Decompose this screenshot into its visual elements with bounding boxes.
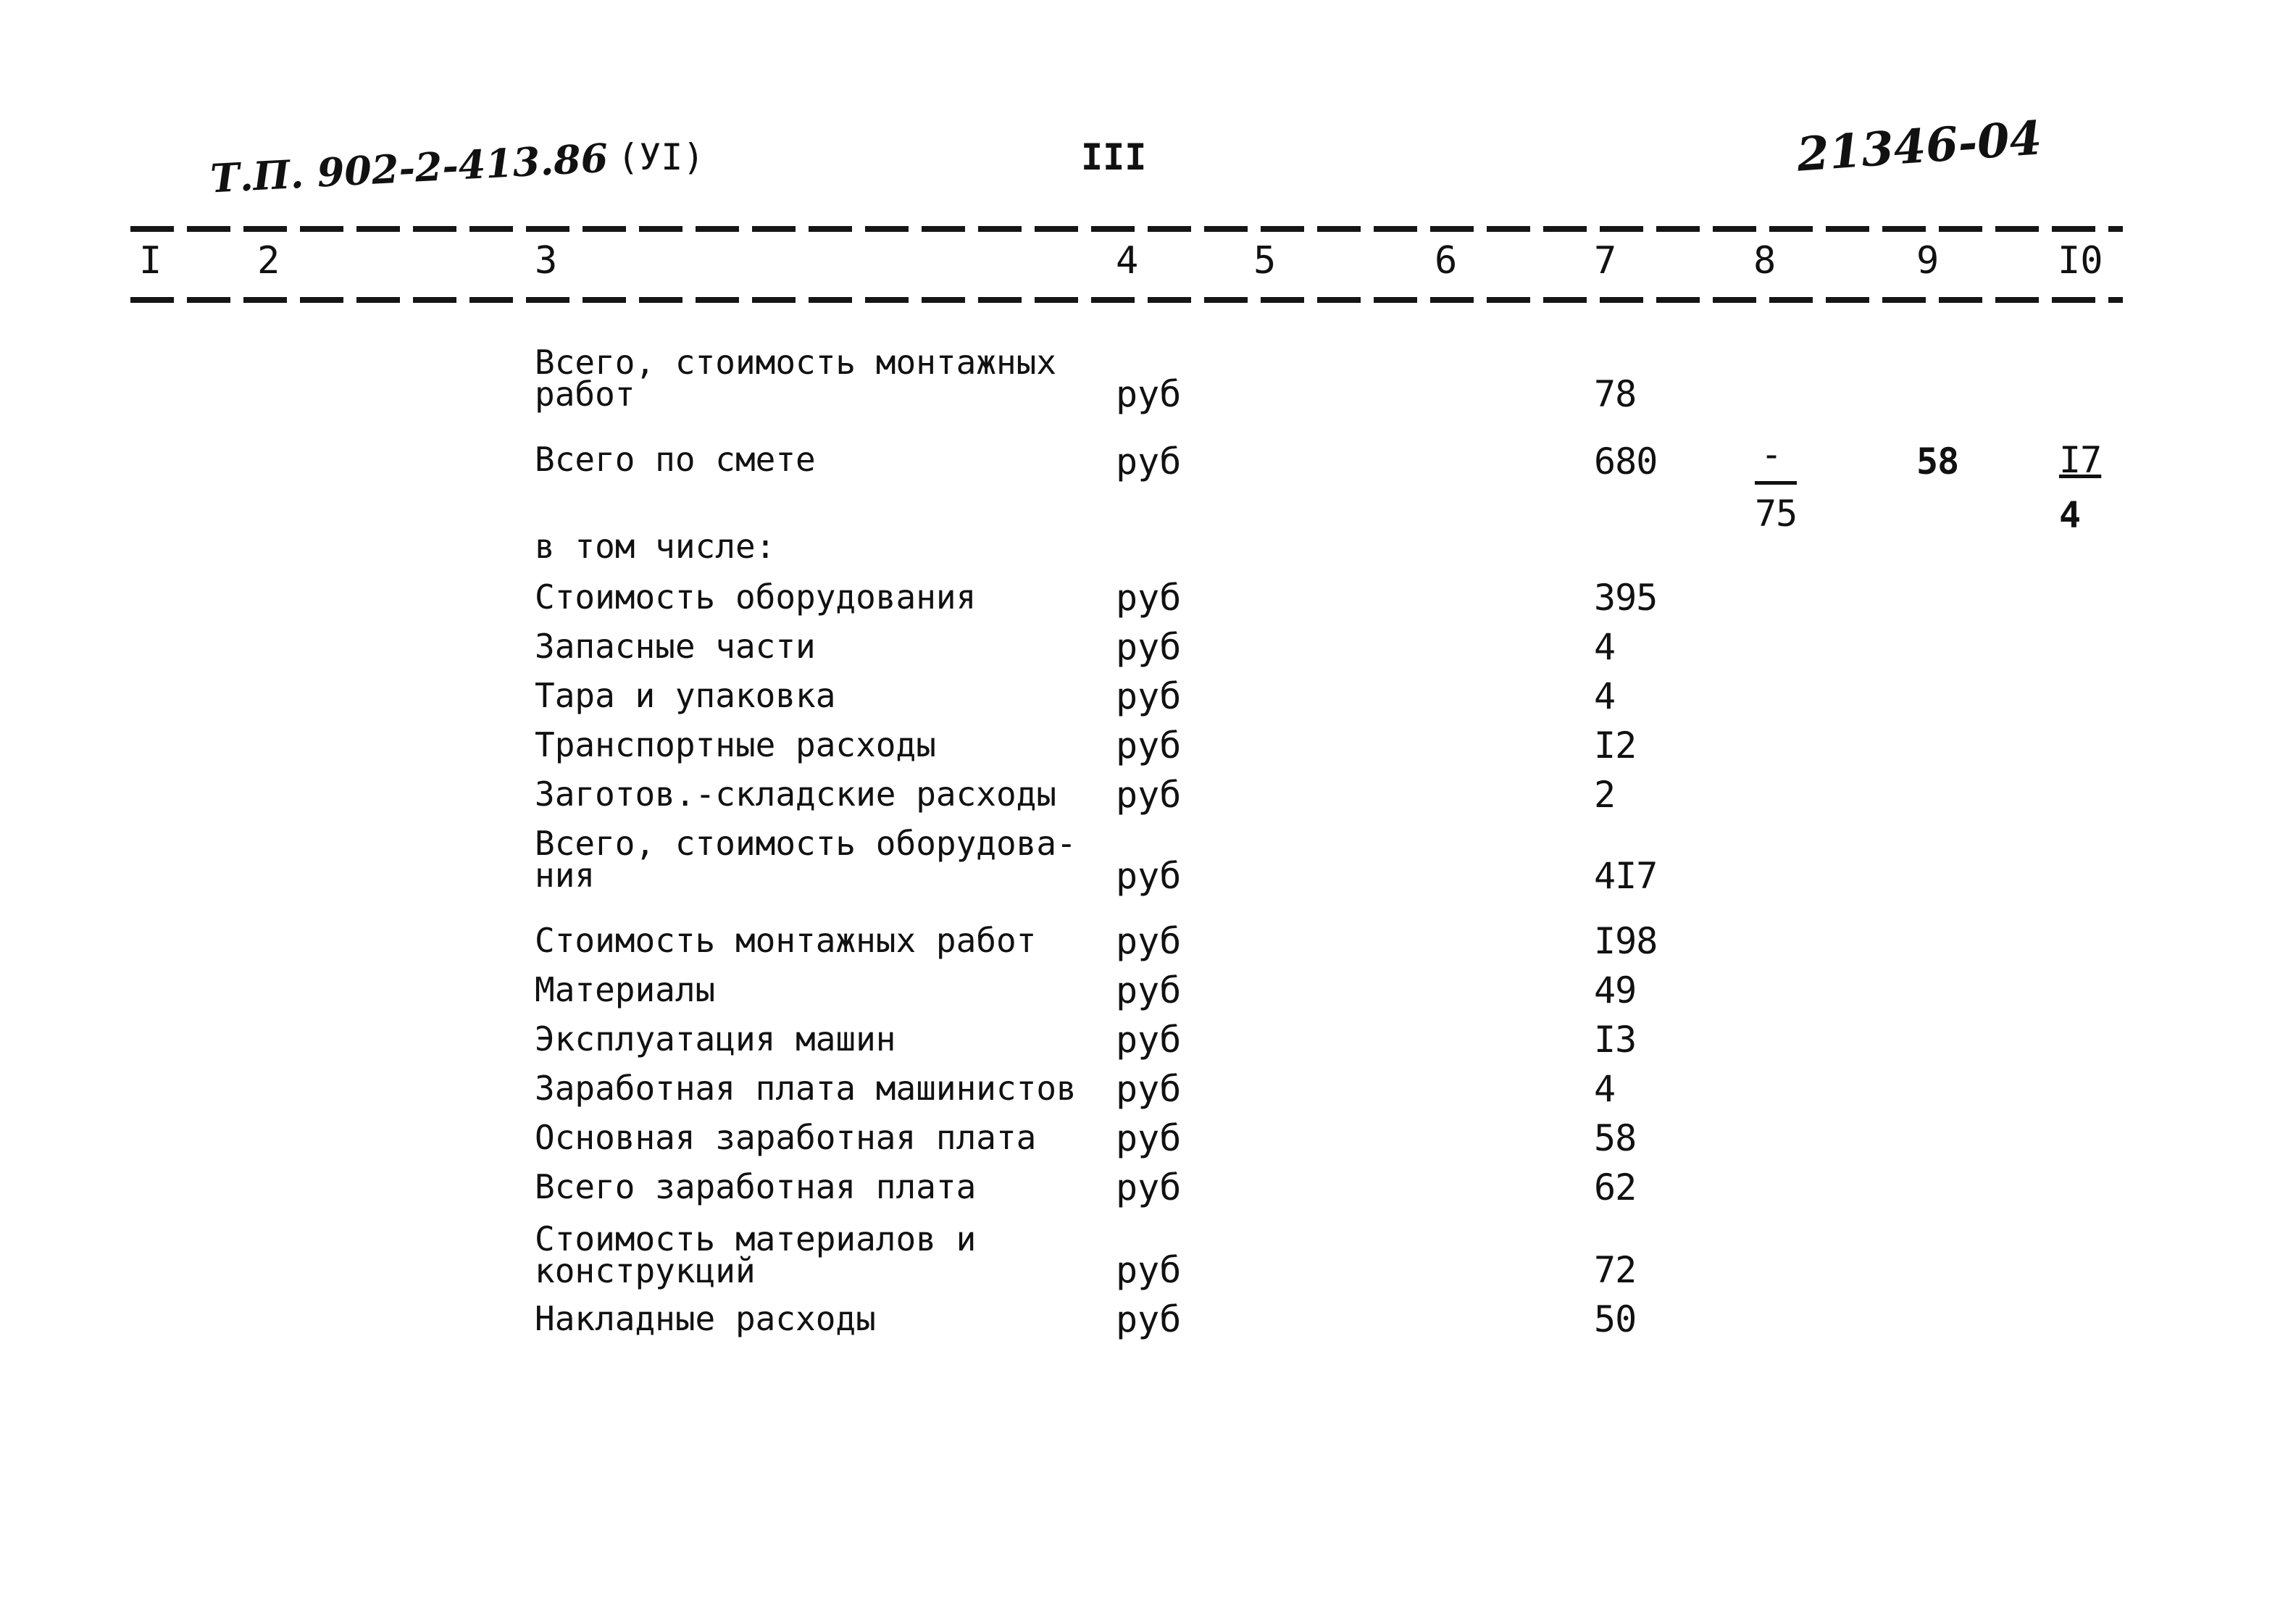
row-description-line: конструкций (535, 1251, 756, 1290)
column-number-3: 3 (535, 239, 558, 283)
row-description-line: Всего, стоимость монтажных (535, 343, 1057, 382)
column-number-1: I (139, 239, 162, 283)
row-description-line: в том числе: (535, 527, 776, 566)
column-number-6: 6 (1435, 239, 1458, 283)
row-unit: руб (1116, 1068, 1182, 1110)
row-unit: руб (1116, 1298, 1182, 1340)
row-description (535, 1167, 977, 1206)
row-value-col7: 58 (1594, 1117, 1637, 1159)
row-description (535, 1019, 896, 1059)
row-unit: руб (1116, 855, 1182, 897)
row-value-col7: 4 (1594, 675, 1616, 717)
row-unit: руб (1116, 373, 1182, 415)
row-unit: руб (1116, 1019, 1182, 1061)
row-value-col10-numerator: I7 (2059, 439, 2102, 481)
row-value-col9: 58 (1916, 441, 1959, 483)
row-description (535, 1069, 1077, 1108)
row-value-col7: 72 (1594, 1249, 1637, 1291)
row-value-col7: 49 (1594, 969, 1637, 1011)
header-bottom-rule (130, 297, 2123, 303)
row-value-col8-numerator: - (1761, 433, 1782, 475)
row-description-line: Тара и упаковка (535, 676, 836, 715)
row-value-col7: 680 (1594, 441, 1658, 483)
row-description-line: работ (535, 375, 635, 414)
row-value-col7: 4 (1594, 626, 1616, 668)
row-description-line: Стоимость материалов и (535, 1219, 977, 1258)
row-description-line: Материалы (535, 970, 716, 1009)
row-value-col7: 62 (1594, 1166, 1637, 1208)
row-description (535, 676, 836, 715)
row-value-col7: 4I7 (1594, 855, 1658, 897)
row-description (535, 627, 816, 666)
row-unit: руб (1116, 1117, 1182, 1159)
row-description-line: Основная заработная плата (535, 1118, 1037, 1157)
row-unit: руб (1116, 675, 1182, 717)
row-value-col7: 395 (1594, 577, 1658, 619)
page-number: III (1081, 136, 1147, 178)
row-description-line: Всего заработная плата (535, 1167, 977, 1206)
row-value-col7: 78 (1594, 373, 1637, 415)
row-description (535, 1299, 876, 1338)
row-description-line: Накладные расходы (535, 1299, 876, 1338)
row-description (535, 1219, 977, 1290)
archive-number: 21346-04 (1795, 111, 2044, 183)
column-number-7: 7 (1594, 239, 1617, 283)
row-unit: руб (1116, 969, 1182, 1011)
section-code: (УI) (617, 136, 705, 178)
row-description-line: Транспортные расходы (535, 725, 936, 764)
row-description-line: Стоимость оборудования (535, 577, 977, 617)
row-description (535, 921, 1037, 960)
column-number-9: 9 (1916, 239, 1940, 283)
row-value-col8-denominator: 75 (1755, 493, 1798, 535)
row-description (535, 774, 1057, 814)
row-description (535, 527, 776, 566)
row-unit: руб (1116, 725, 1182, 767)
row-description (535, 343, 1057, 414)
row-unit: руб (1116, 626, 1182, 668)
row-value-col7: I98 (1594, 920, 1658, 962)
column-number-10: I0 (2058, 239, 2103, 283)
row-description (535, 824, 1077, 895)
row-unit: руб (1116, 1249, 1182, 1291)
row-value-col7: 2 (1594, 774, 1616, 816)
column-number-5: 5 (1253, 239, 1277, 283)
fraction-bar-col8 (1755, 481, 1797, 485)
row-description (535, 1118, 1037, 1157)
row-unit: руб (1116, 920, 1182, 962)
row-unit: руб (1116, 441, 1182, 483)
row-description-line: Стоимость монтажных работ (535, 921, 1037, 960)
row-description (535, 970, 716, 1009)
row-unit: руб (1116, 774, 1182, 816)
doc-code: Т.П. 902-2-413.86 (209, 134, 609, 202)
row-value-col7: 4 (1594, 1068, 1616, 1110)
row-description-line: ния (535, 856, 596, 895)
row-description-line: Эксплуатация машин (535, 1019, 896, 1059)
row-description-line: Всего, стоимость оборудова- (535, 824, 1077, 863)
row-description (535, 577, 977, 617)
row-unit: руб (1116, 1166, 1182, 1208)
column-number-2: 2 (257, 239, 280, 283)
row-description-line: Всего по смете (535, 440, 816, 479)
row-value-col10-denominator: 4 (2059, 494, 2081, 536)
row-description-line: Заготов.-складские расходы (535, 774, 1057, 814)
row-description-line: Заработная плата машинистов (535, 1069, 1077, 1108)
row-description (535, 440, 816, 479)
header-top-rule (130, 226, 2123, 232)
column-number-4: 4 (1116, 239, 1139, 283)
column-number-8: 8 (1753, 239, 1777, 283)
row-description (535, 725, 936, 764)
row-value-col7: I3 (1594, 1019, 1637, 1061)
row-unit: руб (1116, 577, 1182, 619)
row-description-line: Запасные части (535, 627, 816, 666)
row-value-col7: 50 (1594, 1298, 1637, 1340)
row-value-col7: I2 (1594, 725, 1637, 767)
